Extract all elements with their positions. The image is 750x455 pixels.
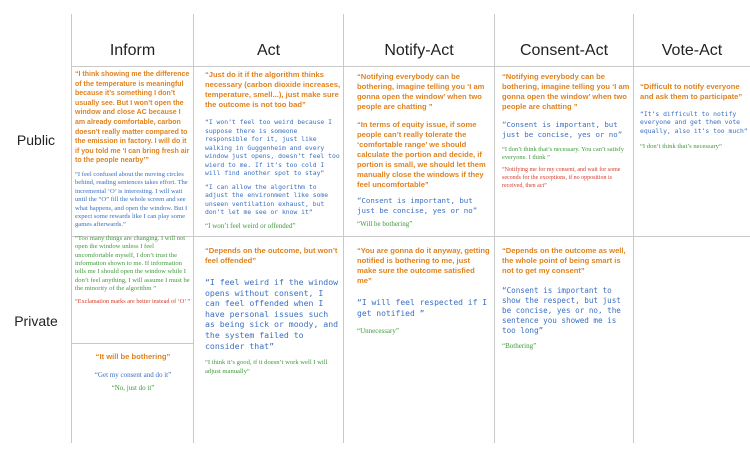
quote: “Notifying everybody can be bothering, imagine telling you ‘I am gonna open the window’ when two people are chatting ” [502, 72, 630, 111]
grid-line [494, 14, 495, 443]
column-header-consent-act: Consent-Act [519, 42, 609, 59]
quote: “No, just do it” [111, 384, 155, 392]
grid-line [343, 14, 344, 443]
quote: “Exclamation marks are better instead of ‘O’ ” [75, 297, 191, 305]
column-header-act: Act [256, 42, 281, 59]
grid-line [71, 14, 72, 443]
quote: “Will be bothering” [357, 220, 413, 228]
quote: “It’s difficult to notify everyone and get them vote equally, also it’s too much” [640, 110, 748, 135]
quote: “Too many things are changing. I will not open the window unless I feel uncomfortable myself, I don’t trust the information shown to me. If information tells me I should open the window while I don’t feel anything, I will assume I must be the minority of the algorithm ” [75, 234, 190, 293]
quote: “I don’t think that’s necessary. You can’t satisfy everyone. I think ” [502, 146, 624, 162]
grid-line [72, 343, 194, 344]
quote: “Depends on the outcome, but won’t feel offended” [205, 246, 338, 265]
cell-private-consent-act [502, 246, 630, 356]
quote: “I will feel respected if I get notified ” [357, 298, 488, 318]
grid-line [193, 14, 194, 443]
cell-private-act [205, 246, 341, 381]
quote: “Bothering” [502, 342, 537, 350]
cell-public-notify-act [357, 72, 491, 234]
quote: “Notifying me for my consent, and wait for some seconds for the exceptions, if no opposition is received, then act” [502, 167, 621, 189]
grid-line [633, 14, 634, 443]
cell-public-inform [75, 70, 191, 311]
quote: “You are gonna do it anyway, getting notified is bothering to me, just make sure the outcome satisfied me” [357, 246, 490, 285]
quote: “I think it’s good, if it doesn’t work well I will adjust manually” [205, 359, 328, 375]
quote: “Consent is important to show the respect, but just be concise, yes or no, the sentence you showed me is too long” [502, 286, 621, 335]
quote: “I feel weird if the window opens without consent, I can feel offended when I have personal issues such as being sick or moody, and the system failed to consider that” [205, 277, 339, 351]
row-header-public: Public [16, 132, 56, 148]
column-header-notify-act: Notify-Act [384, 42, 454, 59]
quote: “I don’t think that’s necessary” [640, 143, 722, 151]
quote: “Consent is important, but just be concise, yes or no” [502, 120, 623, 139]
quote: “Depends on the outcome as well, the whole point of being smart is not to get my consent” [502, 246, 626, 275]
quote: “Just do it if the algorithm thinks necessary (carbon dioxide increases, temperature, smell...), just make sure the outcome is not too bad” [205, 70, 341, 109]
quote: “I feel confused about the moving circles behind, reading sentences takes effort. The incremental ‘O’ is interesting. I will wait until the “O” fill the whole screen and see what happens, and open the window. But I expect some rewards like I can play some games afterwards.” [75, 170, 188, 229]
quote: “Get my consent and do it” [94, 371, 172, 379]
row-header-private: Private [14, 313, 58, 329]
quote: “I won’t feel weird or offended” [205, 221, 296, 230]
cell-private-notify-act [357, 246, 491, 341]
quote: “In terms of equity issue, if some people can’t really tolerate the ‘comfortable range’ we should calculate the portion and decide, if portion is small, we should let them manually close the windows if they feel uncomfortable” [357, 120, 486, 189]
quote: “I think showing me the difference of the temperature is meaningful because it’s something I don’t usually see. But I won’t open the window and close AC because I am already comfortable, carbon doesn’t really matter compared to the emission in factory. I will do it if you told me ‘I can bring fresh air to the people nearby’” [75, 71, 190, 165]
cell-public-act [205, 70, 341, 236]
cell-public-vote-act [640, 82, 748, 156]
quote: “It will be bothering” [95, 352, 171, 361]
cell-public-consent-act [502, 72, 630, 196]
quote: “I won’t feel too weird because I suppose there is someone responsible for it, just like walking in Guggenheim and every window just opens, doesn’t feel too wierd to me. If it’s too cold I will find another spot to stay” [205, 118, 340, 177]
quote: “I can allow the algorithm to adjust the environment like some unseen ventilation exhaust, but don’t let me see or know it” [205, 182, 329, 216]
quote: “Consent is important, but just be concise, yes or no” [357, 196, 478, 215]
quote: “Difficult to notify everyone and ask them to participate” [640, 82, 743, 101]
cell-private-inform [75, 352, 191, 398]
quote: “Unnecessary” [357, 327, 399, 335]
column-header-inform: Inform [109, 42, 156, 59]
quote: “Notifying everybody can be bothering, imagine telling you ‘I am gonna open the window’ when two people are chatting ” [357, 72, 485, 111]
column-header-vote-act: Vote-Act [661, 42, 723, 59]
grid-line [72, 66, 750, 67]
